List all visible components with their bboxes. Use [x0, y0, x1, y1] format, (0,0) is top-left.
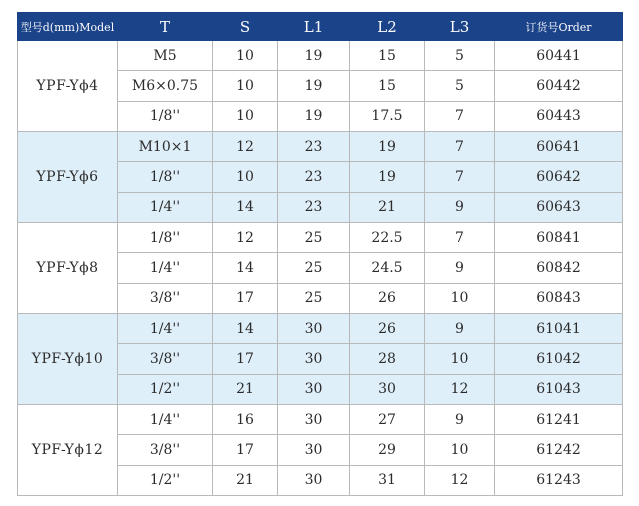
l3-cell: 10	[425, 283, 495, 313]
l3-cell: 5	[425, 71, 495, 101]
s-cell: 21	[213, 465, 278, 495]
t-cell: 1/4''	[118, 192, 213, 222]
table-row	[18, 404, 623, 434]
l3-cell: 9	[425, 253, 495, 283]
order-cell: 60643	[495, 192, 623, 222]
l1-cell: 19	[278, 101, 350, 131]
order-cell: 60641	[495, 131, 623, 161]
header-l1: L1	[278, 13, 350, 41]
l2-cell: 26	[350, 313, 425, 343]
l2-cell: 29	[350, 435, 425, 465]
order-cell: 61243	[495, 465, 623, 495]
spec-table	[17, 12, 623, 496]
t-cell: 1/4''	[118, 253, 213, 283]
order-cell: 60843	[495, 283, 623, 313]
l1-cell: 23	[278, 162, 350, 192]
s-cell: 17	[213, 435, 278, 465]
l1-cell: 30	[278, 344, 350, 374]
s-cell: 17	[213, 344, 278, 374]
l1-cell: 19	[278, 71, 350, 101]
header-s: S	[213, 13, 278, 41]
model-cell: YPF-Yϕ10	[18, 313, 118, 404]
l2-cell: 17.5	[350, 101, 425, 131]
l3-cell: 12	[425, 374, 495, 404]
t-cell: M5	[118, 41, 213, 71]
header-order: 订货号Order	[495, 13, 623, 41]
t-cell: 1/8''	[118, 101, 213, 131]
l1-cell: 25	[278, 222, 350, 252]
l3-cell: 9	[425, 313, 495, 343]
l1-cell: 30	[278, 374, 350, 404]
l2-cell: 24.5	[350, 253, 425, 283]
order-cell: 61241	[495, 404, 623, 434]
t-cell: 1/8''	[118, 162, 213, 192]
t-cell: 3/8''	[118, 435, 213, 465]
l1-cell: 19	[278, 41, 350, 71]
model-cell: YPF-Yϕ4	[18, 41, 118, 132]
model-cell: YPF-Yϕ8	[18, 222, 118, 313]
s-cell: 14	[213, 313, 278, 343]
l3-cell: 9	[425, 192, 495, 222]
order-cell: 60443	[495, 101, 623, 131]
header-model: 型号d(mm)Model	[18, 13, 118, 41]
order-cell: 60642	[495, 162, 623, 192]
l3-cell: 12	[425, 465, 495, 495]
s-cell: 10	[213, 162, 278, 192]
l3-cell: 5	[425, 41, 495, 71]
header-l2: L2	[350, 13, 425, 41]
l2-cell: 22.5	[350, 222, 425, 252]
l2-cell: 26	[350, 283, 425, 313]
order-cell: 61041	[495, 313, 623, 343]
table-row	[18, 131, 623, 161]
s-cell: 12	[213, 131, 278, 161]
s-cell: 16	[213, 404, 278, 434]
s-cell: 14	[213, 192, 278, 222]
l1-cell: 30	[278, 465, 350, 495]
t-cell: 3/8''	[118, 283, 213, 313]
s-cell: 17	[213, 283, 278, 313]
l3-cell: 10	[425, 435, 495, 465]
header-row	[18, 13, 623, 41]
table-row	[18, 313, 623, 343]
order-cell: 61043	[495, 374, 623, 404]
order-cell: 60442	[495, 71, 623, 101]
l3-cell: 7	[425, 162, 495, 192]
l2-cell: 15	[350, 41, 425, 71]
t-cell: 3/8''	[118, 344, 213, 374]
l2-cell: 19	[350, 162, 425, 192]
l2-cell: 15	[350, 71, 425, 101]
l1-cell: 30	[278, 313, 350, 343]
t-cell: 1/8''	[118, 222, 213, 252]
s-cell: 10	[213, 101, 278, 131]
l2-cell: 21	[350, 192, 425, 222]
l1-cell: 23	[278, 131, 350, 161]
table-row	[18, 41, 623, 71]
l1-cell: 23	[278, 192, 350, 222]
order-cell: 60441	[495, 41, 623, 71]
s-cell: 10	[213, 41, 278, 71]
t-cell: M10×1	[118, 131, 213, 161]
l1-cell: 25	[278, 283, 350, 313]
l3-cell: 9	[425, 404, 495, 434]
model-cell: YPF-Yϕ12	[18, 404, 118, 495]
model-cell: YPF-Yϕ6	[18, 131, 118, 222]
order-cell: 60842	[495, 253, 623, 283]
t-cell: M6×0.75	[118, 71, 213, 101]
t-cell: 1/4''	[118, 313, 213, 343]
l3-cell: 10	[425, 344, 495, 374]
l2-cell: 30	[350, 374, 425, 404]
s-cell: 21	[213, 374, 278, 404]
table-header	[18, 13, 623, 41]
s-cell: 12	[213, 222, 278, 252]
table-row	[18, 222, 623, 252]
t-cell: 1/2''	[118, 465, 213, 495]
l1-cell: 30	[278, 404, 350, 434]
t-cell: 1/4''	[118, 404, 213, 434]
header-l3: L3	[425, 13, 495, 41]
s-cell: 14	[213, 253, 278, 283]
header-t: T	[118, 13, 213, 41]
l3-cell: 7	[425, 131, 495, 161]
l1-cell: 30	[278, 435, 350, 465]
t-cell: 1/2''	[118, 374, 213, 404]
order-cell: 61242	[495, 435, 623, 465]
l2-cell: 19	[350, 131, 425, 161]
l2-cell: 31	[350, 465, 425, 495]
l2-cell: 28	[350, 344, 425, 374]
table-body	[18, 41, 623, 496]
l1-cell: 25	[278, 253, 350, 283]
s-cell: 10	[213, 71, 278, 101]
order-cell: 60841	[495, 222, 623, 252]
l3-cell: 7	[425, 101, 495, 131]
order-cell: 61042	[495, 344, 623, 374]
l3-cell: 7	[425, 222, 495, 252]
l2-cell: 27	[350, 404, 425, 434]
